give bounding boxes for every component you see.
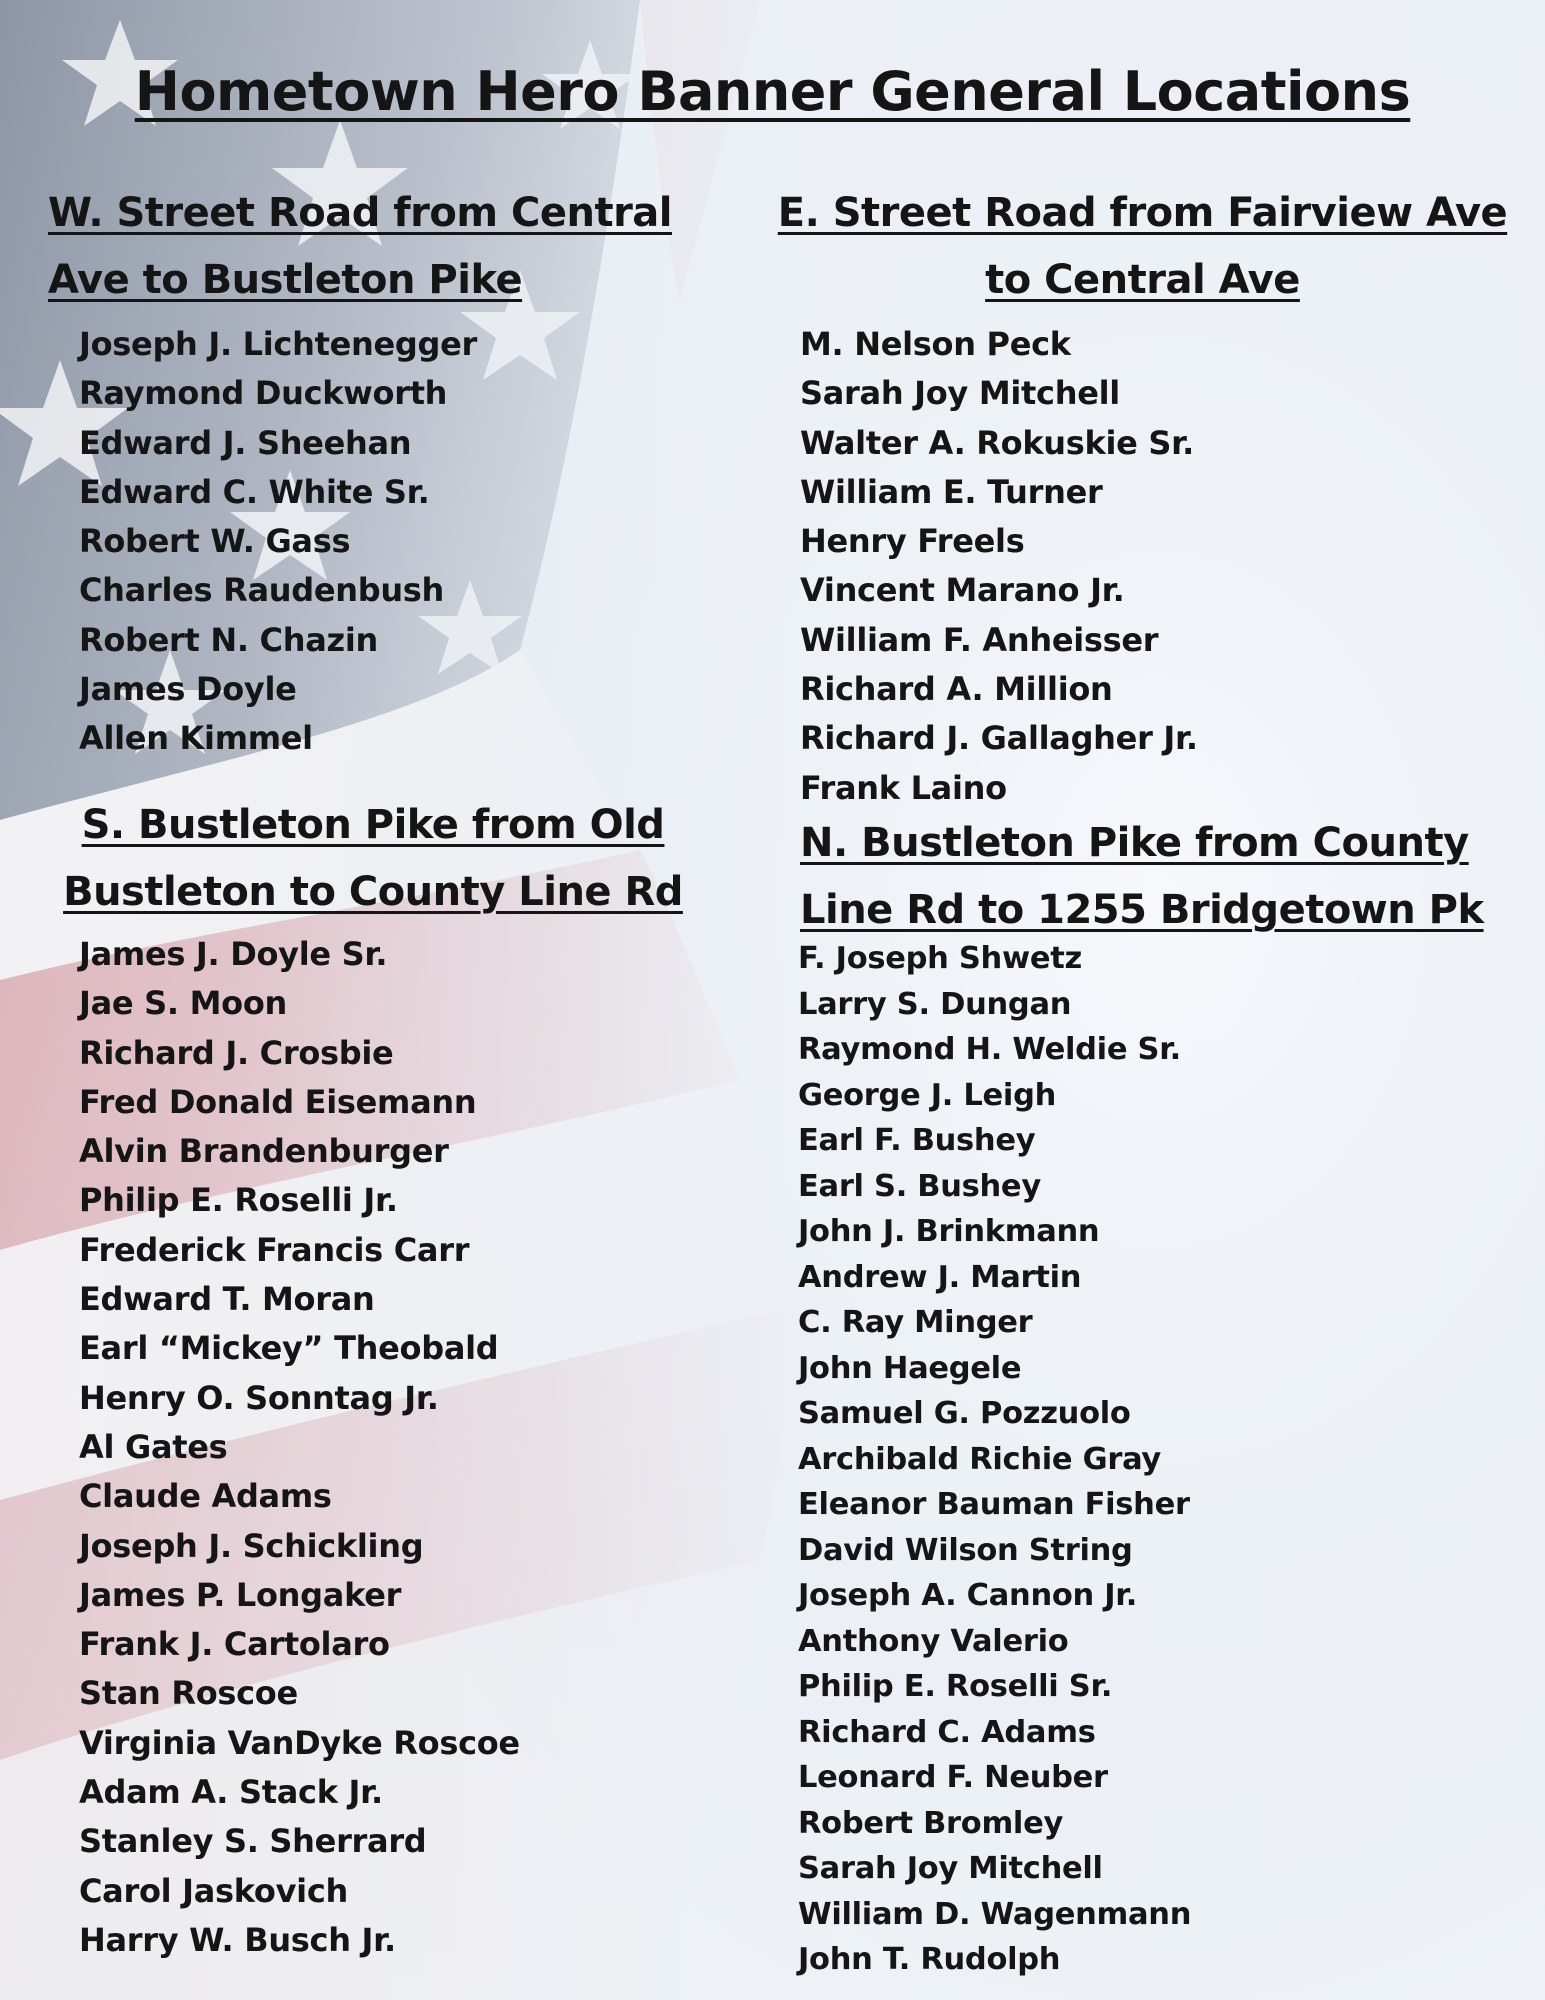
- list-item: James J. Doyle Sr.: [79, 935, 388, 973]
- list-item: Sarah Joy Mitchell: [798, 1851, 1103, 1886]
- list-item: Harry W. Busch Jr.: [79, 1920, 396, 1959]
- name-list-s-bustleton-pike: [79, 930, 520, 1965]
- list-item: Edward J. Sheehan: [79, 423, 412, 462]
- list-item: Raymond H. Weldie Sr.: [798, 1032, 1181, 1067]
- list-item: John J. Brinkmann: [798, 1214, 1100, 1249]
- list-item: Henry Freels: [800, 522, 1025, 561]
- list-item: Eleanor Bauman Fisher: [798, 1487, 1190, 1522]
- list-item: William F. Anheisser: [800, 620, 1159, 659]
- list-item: F. Joseph Shwetz: [798, 941, 1082, 976]
- list-item: Frank Laino: [800, 768, 1007, 807]
- section-heading-s-bustleton-pike: S. Bustleton Pike from Old Bustleton to County Line Rd: [63, 802, 683, 915]
- list-item: Adam A. Stack Jr.: [79, 1773, 383, 1812]
- list-item: Sarah Joy Mitchell: [800, 374, 1120, 413]
- list-item: Richard J. Gallagher Jr.: [800, 719, 1198, 758]
- list-item: Fred Donald Eisemann: [79, 1082, 477, 1121]
- name-list-w-street-road: [79, 320, 477, 764]
- list-item: John T. Rudolph: [798, 1942, 1061, 1977]
- list-item: Samuel G. Pozzuolo: [798, 1396, 1131, 1431]
- list-item: Richard J. Crosbie: [79, 1033, 394, 1072]
- list-item: Allen Kimmel: [79, 719, 313, 758]
- list-item: Henry O. Sonntag Jr.: [79, 1378, 439, 1417]
- list-item: David Wilson String: [798, 1532, 1133, 1568]
- list-item: Earl “Mickey” Theobald: [79, 1329, 499, 1368]
- list-item: William D. Wagenmann: [798, 1896, 1192, 1932]
- list-item: Stan Roscoe: [79, 1674, 298, 1713]
- page-title: Hometown Hero Banner General Locations: [134, 60, 1411, 123]
- list-item: Walter A. Rokuskie Sr.: [800, 423, 1194, 462]
- list-item: Richard C. Adams: [798, 1714, 1096, 1750]
- list-item: Robert N. Chazin: [79, 620, 378, 659]
- list-item: Charles Raudenbush: [79, 571, 445, 610]
- list-item: Joseph J. Lichtenegger: [79, 325, 477, 363]
- section-heading-w-street-road: W. Street Road from Central Ave to Bustleton Pike: [48, 190, 672, 303]
- list-item: Richard A. Million: [800, 670, 1113, 709]
- list-item: Joseph J. Schickling: [79, 1526, 424, 1565]
- list-item: Virginia VanDyke Roscoe: [79, 1723, 520, 1762]
- list-item: Philip E. Roselli Jr.: [79, 1181, 398, 1220]
- list-item: M. Nelson Peck: [800, 325, 1071, 363]
- list-item: Raymond Duckworth: [79, 374, 448, 413]
- list-item: Anthony Valerio: [798, 1623, 1069, 1659]
- list-item: Alvin Brandenburger: [79, 1132, 449, 1171]
- list-item: Leonard F. Neuber: [798, 1760, 1108, 1795]
- list-item: Stanley S. Sherrard: [79, 1822, 427, 1861]
- list-item: Carol Jaskovich: [79, 1871, 348, 1910]
- list-item: Claude Adams: [79, 1477, 332, 1516]
- name-list-e-street-road: [800, 320, 1198, 813]
- list-item: Earl S. Bushey: [798, 1168, 1041, 1204]
- list-item: Frederick Francis Carr: [79, 1230, 470, 1269]
- list-item: James Doyle: [79, 670, 297, 709]
- list-item: Philip E. Roselli Sr.: [798, 1669, 1113, 1704]
- list-item: George J. Leigh: [798, 1077, 1057, 1113]
- list-item: Andrew J. Martin: [798, 1259, 1082, 1295]
- list-item: Vincent Marano Jr.: [800, 571, 1125, 610]
- list-item: Larry S. Dungan: [798, 986, 1072, 1022]
- list-item: Joseph A. Cannon Jr.: [798, 1578, 1137, 1613]
- list-item: Al Gates: [79, 1427, 228, 1466]
- list-item: Robert W. Gass: [79, 522, 351, 561]
- name-list-n-bustleton-pike: [798, 936, 1191, 1983]
- section-heading-n-bustleton-pike: N. Bustleton Pike from County Line Rd to 1255 Bridgetown Pk: [800, 820, 1484, 933]
- list-item: Edward T. Moran: [79, 1280, 375, 1319]
- list-item: Jae S. Moon: [79, 984, 287, 1023]
- list-item: James P. Longaker: [79, 1575, 402, 1614]
- list-item: Frank J. Cartolaro: [79, 1625, 390, 1664]
- list-item: Archibald Richie Gray: [798, 1441, 1162, 1477]
- list-item: Edward C. White Sr.: [79, 472, 430, 511]
- list-item: Earl F. Bushey: [798, 1123, 1036, 1158]
- list-item: John Haegele: [798, 1350, 1022, 1386]
- list-item: C. Ray Minger: [798, 1305, 1033, 1340]
- list-item: William E. Turner: [800, 472, 1103, 511]
- section-heading-e-street-road: E. Street Road from Fairview Ave to Central Ave: [777, 190, 1508, 303]
- list-item: Robert Bromley: [798, 1805, 1064, 1841]
